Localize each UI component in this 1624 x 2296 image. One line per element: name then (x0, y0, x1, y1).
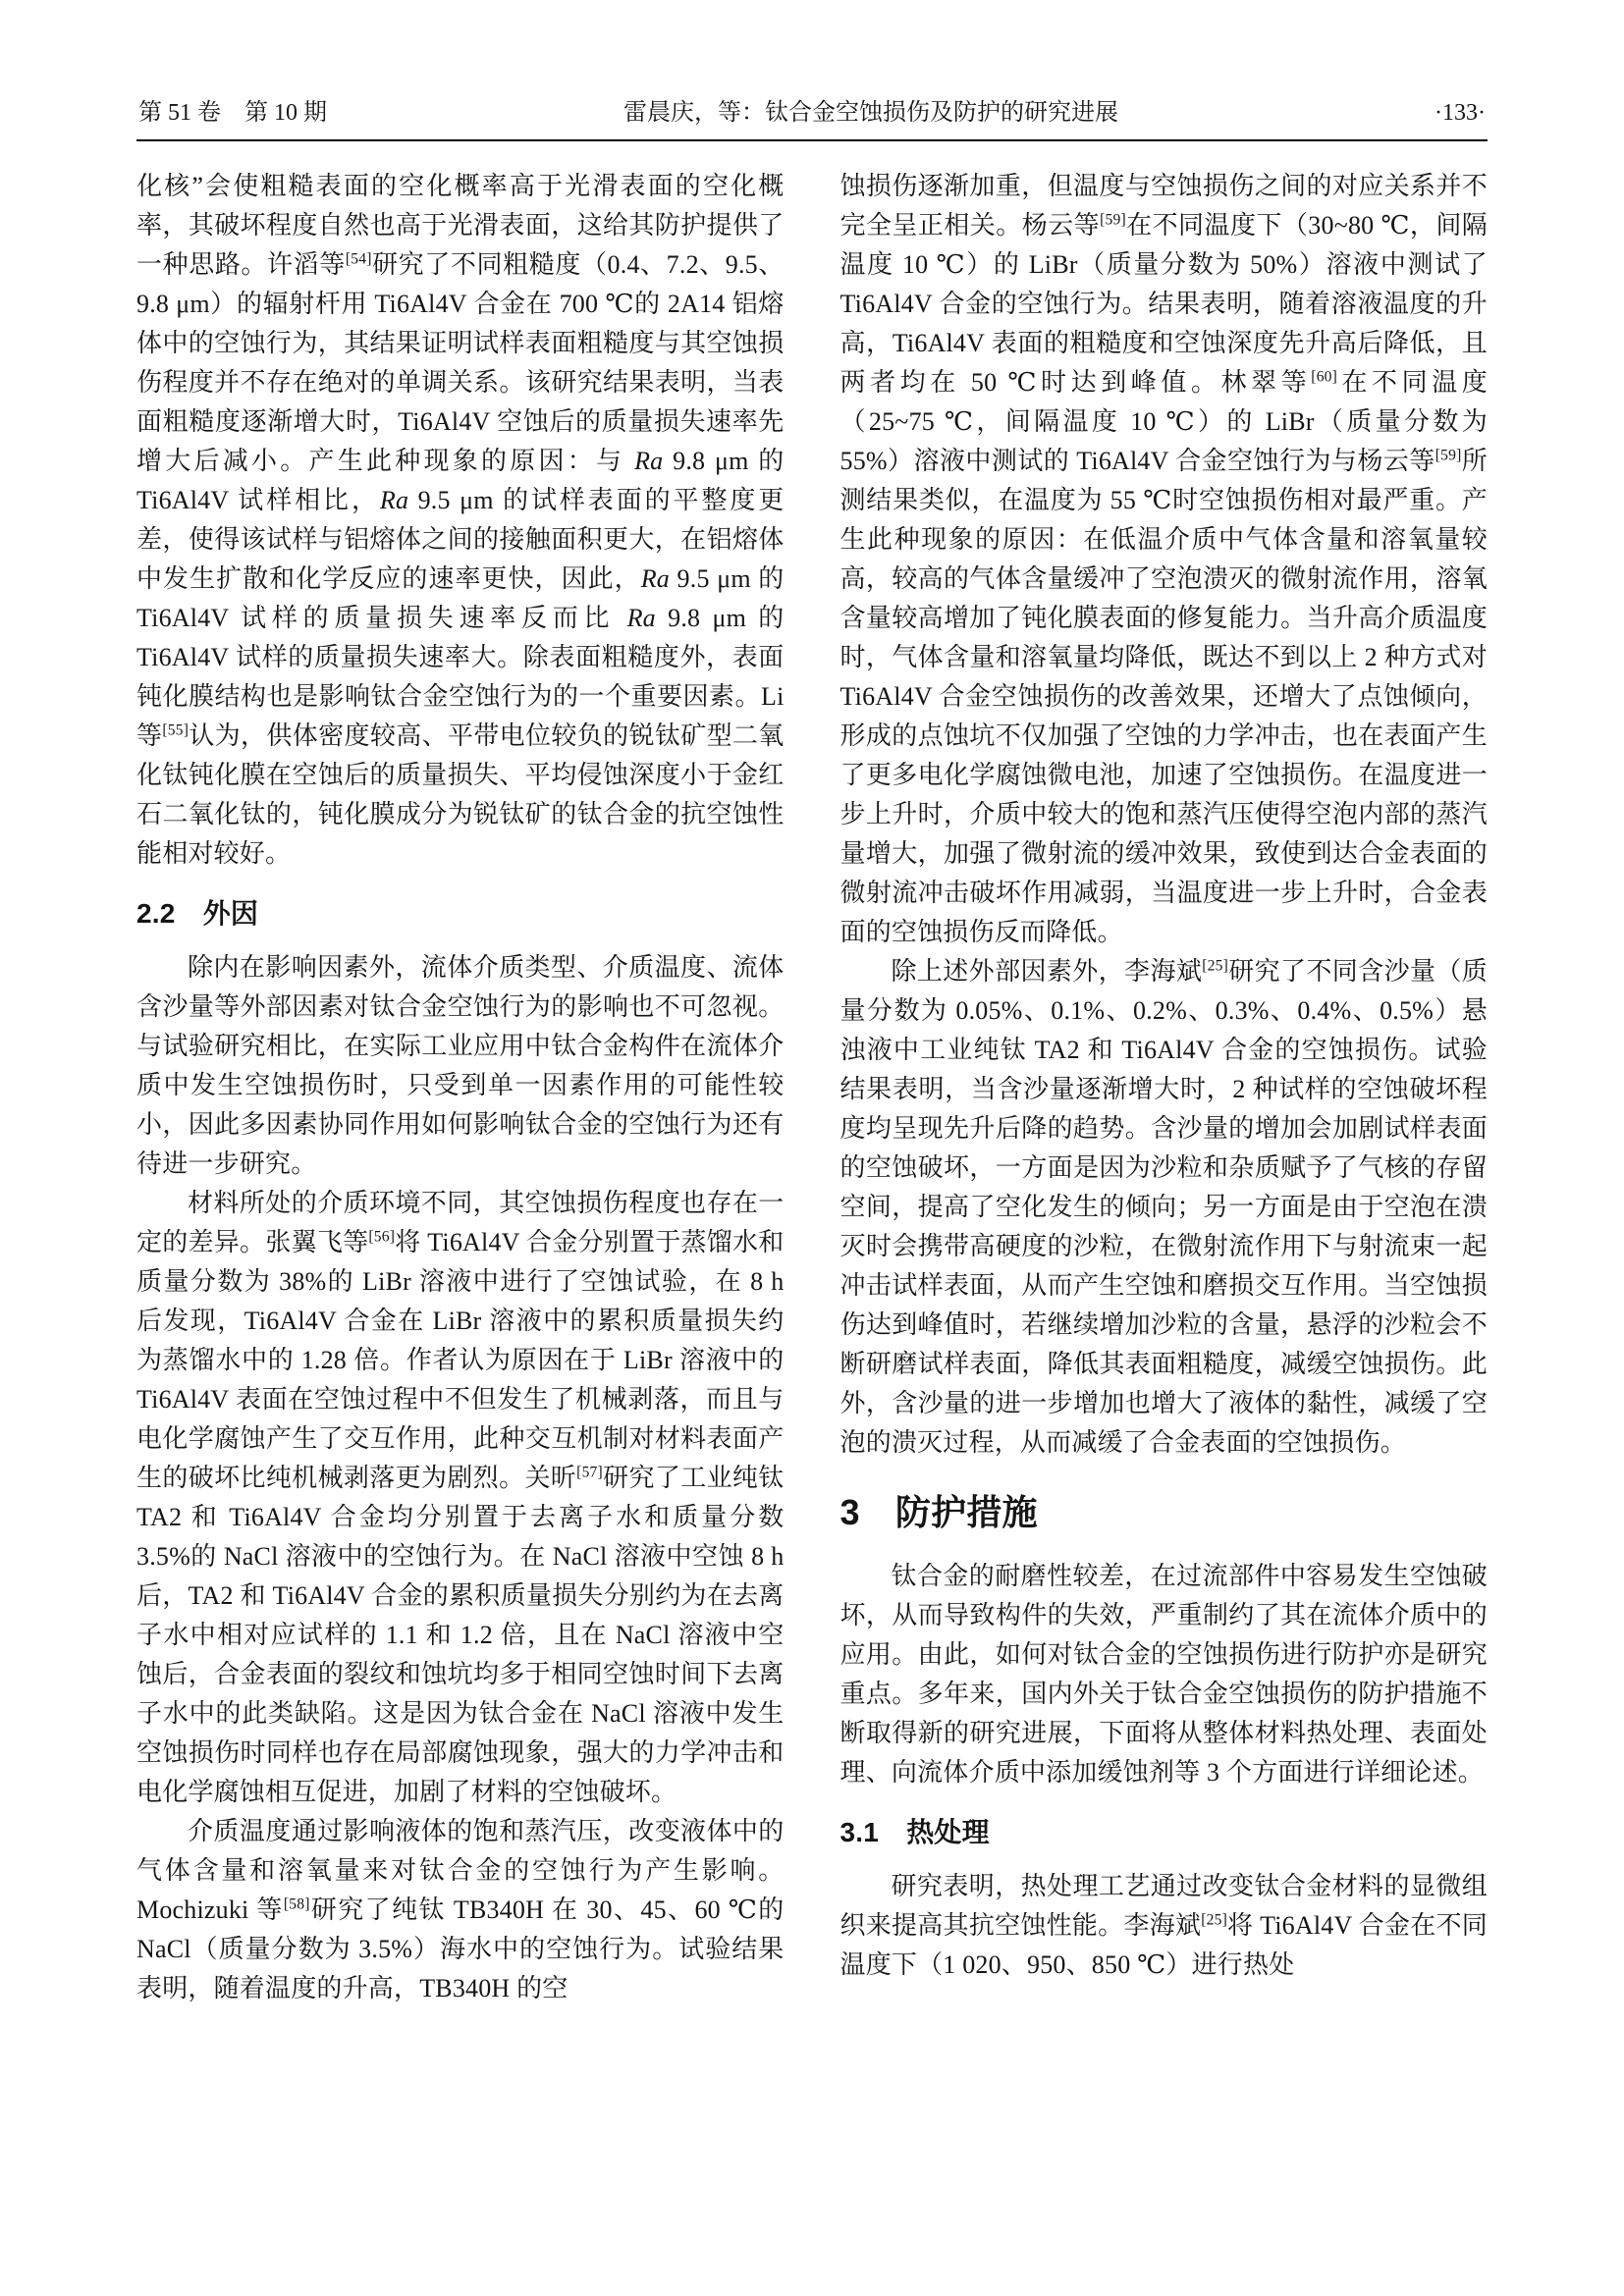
paragraph-medium-temperature: 介质温度通过影响液体的饱和蒸汽压，改变液体中的气体含量和溶氧量来对钛合金的空蚀行为产生影响。Mochizuki 等[58]研究了纯钛 TB340H 在 30、45、60 ℃的 NaCl（质量分数为 3.5%）海水中的空蚀行为。试验结果表明，随着温度的升高，TB340H 的空 (136, 1817, 785, 2002)
right-column (840, 167, 1489, 2008)
paragraph-surface-roughness: 化核”会使粗糙表面的空化概率高于光滑表面的空化概率，其破坏程度自然也高于光滑表面，这给其防护提供了一种思路。许滔等[54]研究了不同粗糙度（0.4、7.2、9.5、9.8 μm）的辐射杆用 Ti6Al4V 合金在 700 ℃的 2A14 铝熔体中的空蚀行为，其结果证明试样表面粗糙度与其空蚀损伤程度并不存在绝对的单调关系。该研究结果表明，当表面粗糙度逐渐增大时，Ti6Al4V 空蚀后的质量损失速率先增大后减小。产生此种现象的原因：与 Ra 9.8 μm 的 Ti6Al4V 试样相比，Ra 9.5 μm 的试样表面的平整度更差，使得该试样与铝熔体之间的接触面积更大，在铝熔体中发生扩散和化学反应的速率更快，因此，Ra 9.5 μm 的 Ti6Al4V 试样的质量损失速率反而比 Ra 9.8 μm 的 Ti6Al4V 试样的质量损失速率大。除表面粗糙度外，表面钝化膜结构也是影响钛合金空蚀行为的一个重要因素。Li 等[55]认为，供体密度较高、平带电位较负的锐钛矿型二氧化钛钝化膜在空蚀后的质量损失、平均侵蚀深度小于金红石二氧化钛的，钝化膜成分为锐钛矿的钛合金的抗空蚀性能相对较好。 (136, 172, 785, 868)
paragraph-heat-treatment: 研究表明，热处理工艺通过改变钛合金材料的显微组织来提高其抗空蚀性能。李海斌[25]将 Ti6Al4V 合金在不同温度下（1 020、950、850 ℃）进行热处 (839, 1872, 1488, 1979)
left-column (136, 167, 785, 2008)
section-heading-2-2-external-factors: 2.2 外因 (136, 898, 259, 929)
header-article-title: 雷晨庆，等：钛合金空蚀损伤及防护的研究进展 (623, 100, 1118, 126)
section-heading-3-1-heat-treatment: 3.1 热处理 (839, 1817, 990, 1847)
header-volume-issue: 第 51 卷 第 10 期 (138, 100, 327, 126)
paragraph-external-factors-intro: 除内在影响因素外，流体介质类型、介质温度、流体含沙量等外部因素对钛合金空蚀行为的影响也不可忽视。与试验研究相比，在实际工业应用中钛合金构件在流体介质中发生空蚀损伤时，只受到单一因素作用的可能性较小，因此多因素协同作用如何影响钛合金的空蚀行为还有待进一步研究。 (136, 953, 785, 1178)
header-page-number: ·133· (1435, 100, 1486, 126)
paragraph-medium-environment: 材料所处的介质环境不同，其空蚀损伤程度也存在一定的差异。张翼飞等[56]将 Ti6Al4V 合金分别置于蒸馏水和质量分数为 38%的 LiBr 溶液中进行了空蚀试验，在 8 h 后发现，Ti6Al4V 合金在 LiBr 溶液中的累积质量损失约为蒸馏水中的 1.28 倍。作者认为原因在于 LiBr 溶液中的 Ti6Al4V 表面在空蚀过程中不但发生了机械剥落，而且与电化学腐蚀产生了交互作用，此种交互机制对材料表面产生的破坏比纯机械剥落更为剧烈。关昕[57]研究了工业纯钛 TA2 和 Ti6Al4V 合金均分别置于去离子水和质量分数 3.5%的 NaCl 溶液中的空蚀行为。在 NaCl 溶液中空蚀 8 h 后，TA2 和 Ti6Al4V 合金的累积质量损失分别约为在去离子水中相对应试样的 1.1 和 1.2 倍，且在 NaCl 溶液中空蚀后，合金表面的裂纹和蚀坑均多于相同空蚀时间下去离子水中的此类缺陷。这是因为钛合金在 NaCl 溶液中发生空蚀损伤时同样也存在局部腐蚀现象，强大的力学冲击和电化学腐蚀相互促进，加剧了材料的空蚀破坏。 (136, 1189, 785, 1806)
two-column-body (136, 167, 1488, 2008)
section-heading-3-protection-measures: 3 防护措施 (839, 1492, 1038, 1532)
paragraph-temperature-effects: 蚀损伤逐渐加重，但温度与空蚀损伤之间的对应关系并不完全呈正相关。杨云等[59]在不同温度下（30~80 ℃，间隔温度 10 ℃）的 LiBr（质量分数为 50%）溶液中测试了 Ti6Al4V 合金的空蚀行为。结果表明，随着溶液温度的升高，Ti6Al4V 表面的粗糙度和空蚀深度先升高后降低，且两者均在 50 ℃时达到峰值。林翠等[60]在不同温度（25~75 ℃，间隔温度 10 ℃）的 LiBr（质量分数为 55%）溶液中测试的 Ti6Al4V 合金空蚀行为与杨云等[59]所测结果类似，在温度为 55 ℃时空蚀损伤相对最严重。产生此种现象的原因：在低温介质中气体含量和溶氧量较高，较高的气体含量缓冲了空泡溃灭的微射流作用，溶氧含量较高增加了钝化膜表面的修复能力。当升高介质温度时，气体含量和溶氧量均降低，既达不到以上 2 种方式对 Ti6Al4V 合金空蚀损伤的改善效果，还增大了点蚀倾向，形成的点蚀坑不仅加强了空蚀的力学冲击，也在表面产生了更多电化学腐蚀微电池，加速了空蚀损伤。在温度进一步上升时，介质中较大的饱和蒸汽压使得空泡内部的蒸汽量增大，加强了微射流的缓冲效果，致使到达合金表面的微射流冲击破坏作用减弱，当温度进一步上升时，合金表面的空蚀损伤反而降低。 (839, 172, 1488, 946)
paragraph-sand-content: 除上述外部因素外，李海斌[25]研究了不同含沙量（质量分数为 0.05%、0.1%、0.2%、0.3%、0.4%、0.5%）悬浊液中工业纯钛 TA2 和 Ti6Al4V 合金的空蚀损伤。试验结果表明，当含沙量逐渐增大时，2 种试样的空蚀破坏程度均呈现先升后降的趋势。含沙量的增加会加剧试样表面的空蚀破坏，一方面是因为沙粒和杂质赋予了气核的存留空间，提高了空化发生的倾向；另一方面是由于空泡在溃灭时会携带高硬度的沙粒，在微射流作用下与射流束一起冲击试样表面，从而产生空蚀和磨损交互作用。当空蚀损伤达到峰值时，若继续增加沙粒的含量，悬浮的沙粒会不断研磨试样表面，降低其表面粗糙度，减缓空蚀损伤。此外，含沙量的进一步增加也增大了液体的黏性，减缓了空泡的溃灭过程，从而减缓了合金表面的空蚀损伤。 (839, 957, 1488, 1457)
paragraph-protection-intro: 钛合金的耐磨性较差，在过流部件中容易发生空蚀破坏，从而导致构件的失效，严重制约了其在流体介质中的应用。由此，如何对钛合金的空蚀损伤进行防护亦是研究重点。多年来，国内外关于钛合金空蚀损伤的防护措施不断取得新的研究进展，下面将从整体材料热处理、表面处理、向流体介质中添加缓蚀剂等 3 个方面进行详细论述。 (839, 1562, 1488, 1787)
running-head (136, 98, 1488, 139)
header-rule (136, 139, 1488, 141)
